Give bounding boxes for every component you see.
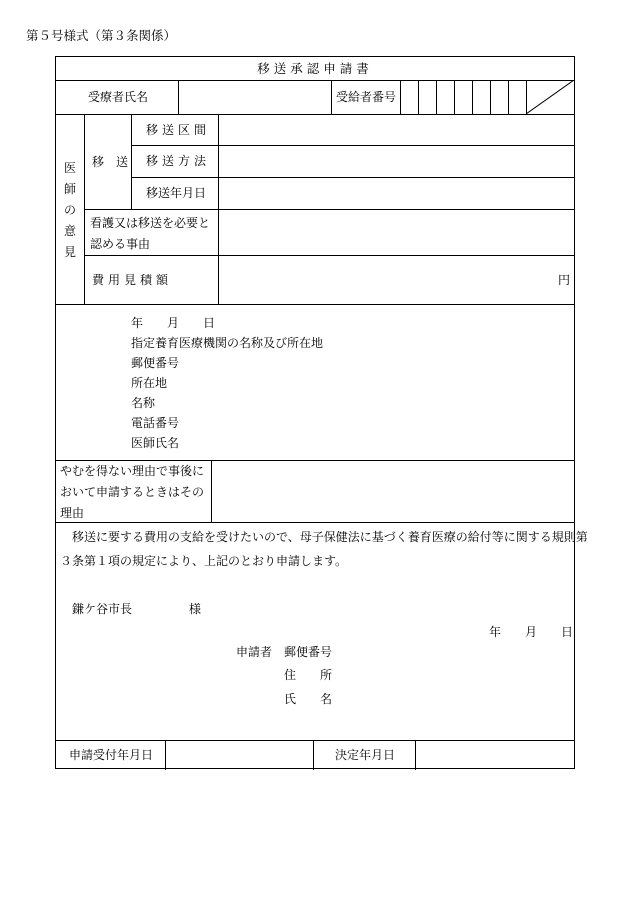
divider [56,740,574,741]
application-statement-line1: 移送に要する費用の支給を受けたいので、母子保健法に基づく養育医療の給付等に関する規則第 [60,530,588,544]
late-reason-label-line2: おいて申請するときはその [60,485,205,499]
divider [56,460,574,461]
institution-phone-label: 電話番号 [131,416,180,430]
late-reason-label-line3: 理由 [60,506,85,520]
necessity-reason-label-line2: 認める事由 [90,237,151,251]
late-reason-label-line1: やむを得ない理由で事後に [60,464,205,478]
transfer-label: 移 送 [92,155,129,169]
digit-box-divider [490,80,491,114]
application-date: 年 月 日 [489,625,574,639]
divider [131,145,574,146]
applicant-name-label: 氏 名 [284,692,333,706]
yen-unit: 円 [558,273,571,287]
divider [84,209,574,210]
divider [331,80,332,114]
institution-address-label: 所在地 [131,376,168,390]
form-title: 移送承認申請書 [257,61,373,76]
decision-date-label: 決定年月日 [335,748,396,762]
recipient-name-label: 受療者氏名 [88,90,149,104]
digit-box-divider [418,80,419,114]
institution-name-label: 名称 [131,396,156,410]
divider [131,114,132,209]
divider [211,460,212,522]
digit-box-divider [508,80,509,114]
doctor-name-label: 医師氏名 [131,436,180,450]
divider [56,114,574,115]
divider [84,255,574,256]
divider [131,177,574,178]
recipient-number-label: 受給者番号 [336,90,397,104]
doctor-opinion-label: 医 師 の 意 見 [63,161,76,259]
applicant-postal-label: 郵便番号 [284,645,333,659]
applicant-label: 申請者 [236,645,273,659]
application-form [55,56,588,769]
cost-estimate-label: 費用見積額 [92,273,173,287]
institution-postal-label: 郵便番号 [131,356,180,370]
divider [56,522,574,523]
digit-box-divider [436,80,437,114]
divider [56,304,574,305]
transfer-section-label: 移送区間 [146,123,211,137]
divider [313,740,314,770]
divider [400,80,401,114]
addressee: 鎌ケ谷市長 [72,602,133,616]
digit-box-divider [472,80,473,114]
received-date-label: 申請受付年月日 [69,748,154,762]
divider [56,80,574,81]
transfer-method-label: 移送方法 [146,154,211,168]
addressee-honorific: 様 [189,602,202,616]
necessity-reason-label-line1: 看護又は移送を必要と [90,216,211,230]
application-statement-line2: ３条第１項の規定により、上記のとおり申請します。 [60,554,348,568]
certification-date: 年 月 日 [131,316,216,330]
form-number-label: 第５号様式（第３条関係） [26,28,177,43]
applicant-address-label: 住 所 [284,668,333,682]
diagonal-slash [526,80,574,114]
divider [178,80,179,114]
divider [415,740,416,770]
transfer-date-label: 移送年月日 [146,186,207,200]
divider [165,740,166,770]
digit-box-divider [454,80,455,114]
institution-label: 指定養育医療機関の名称及び所在地 [131,336,324,350]
